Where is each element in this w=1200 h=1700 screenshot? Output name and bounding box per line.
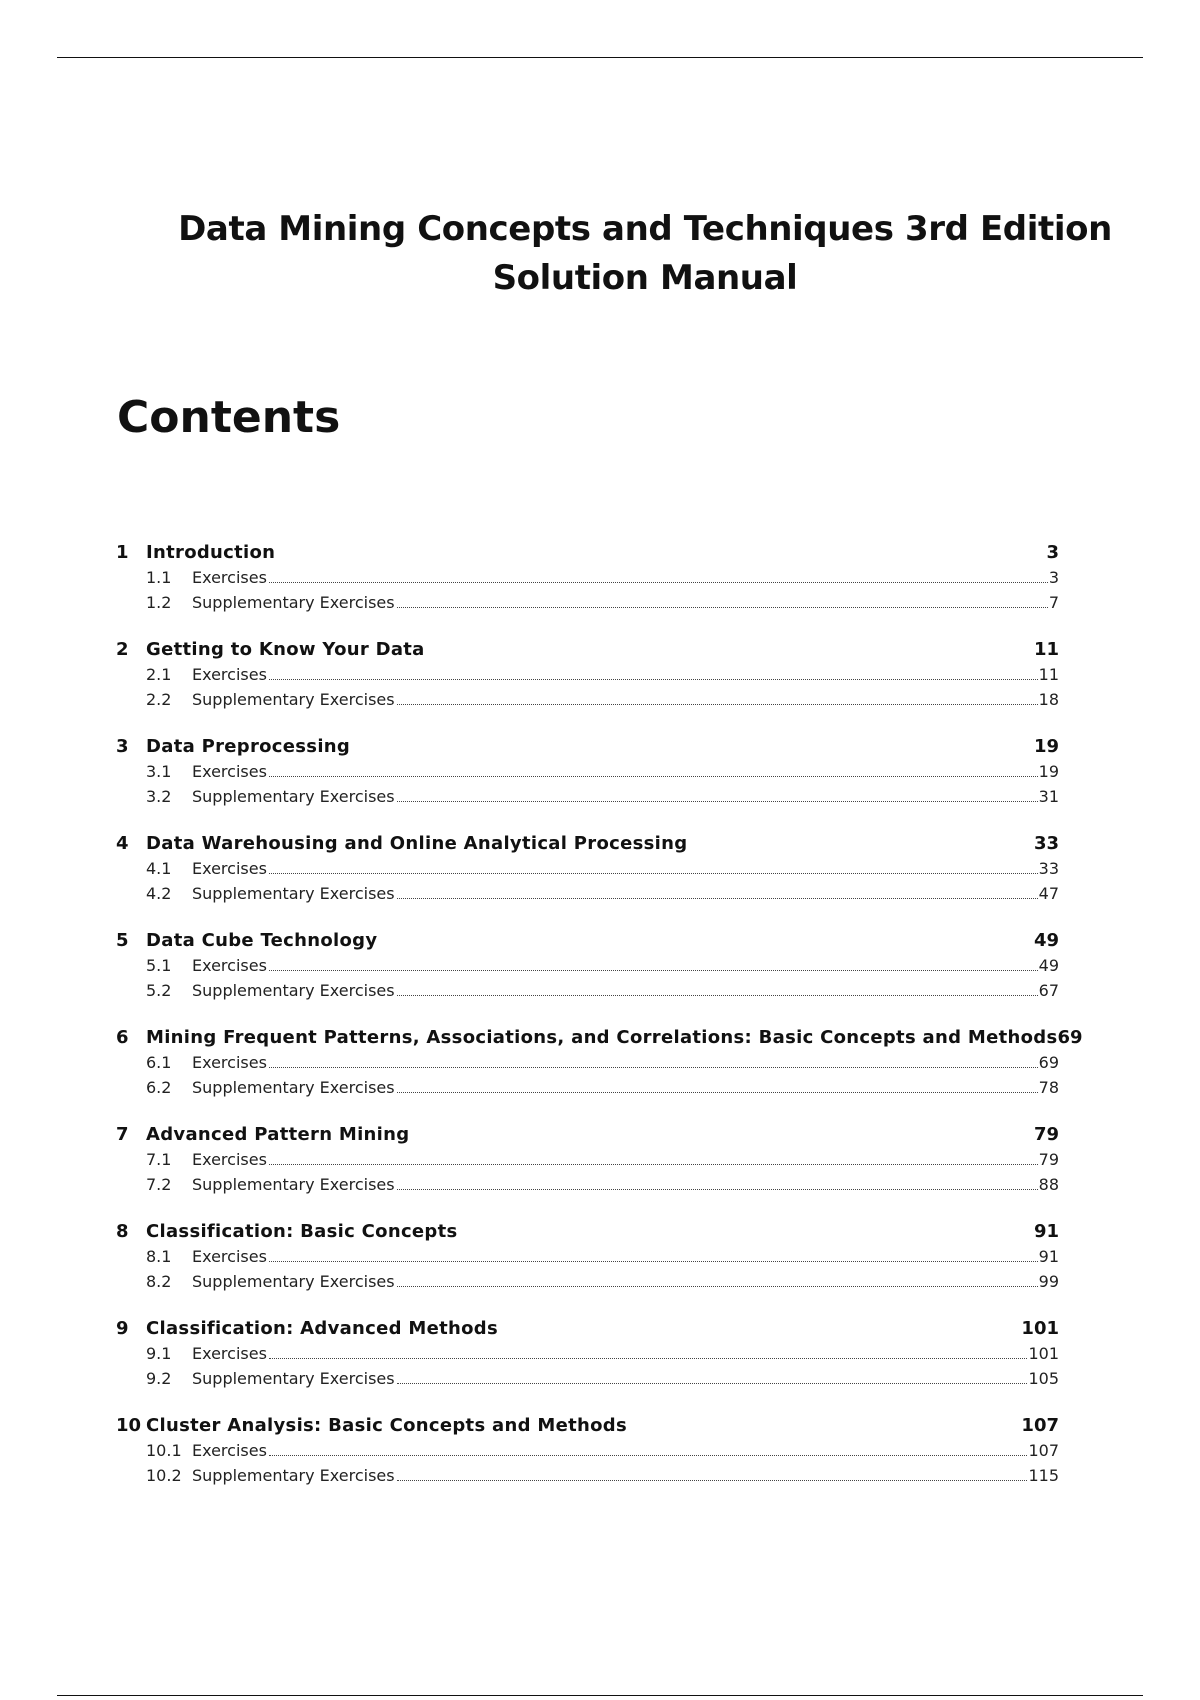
- chapter-number: 5: [116, 930, 129, 951]
- toc-section-entry[interactable]: [116, 1344, 1059, 1369]
- chapter-number: 3: [116, 736, 129, 757]
- toc-section-entry[interactable]: [116, 787, 1059, 812]
- toc-chapter-entry[interactable]: [116, 930, 1059, 956]
- toc-chapter-entry[interactable]: [116, 1027, 1083, 1053]
- table-of-contents: [116, 542, 1083, 1512]
- toc-section-entry[interactable]: [116, 762, 1059, 787]
- section-number: 4.2: [146, 884, 172, 903]
- chapter-page-number: 69: [1057, 1027, 1083, 1048]
- section-page-number: 31: [1038, 787, 1059, 806]
- dot-leader: [397, 607, 1048, 608]
- dot-leader: [269, 582, 1048, 583]
- section-number: 8.2: [146, 1272, 172, 1291]
- toc-section-entry[interactable]: [116, 1466, 1059, 1491]
- toc-chapter-entry[interactable]: [116, 1124, 1059, 1150]
- section-page-number: 105: [1028, 1369, 1059, 1388]
- section-title: Supplementary Exercises: [192, 787, 395, 806]
- title-line-1: Data Mining Concepts and Techniques 3rd Edition: [178, 209, 1112, 249]
- chapter-title: Cluster Analysis: Basic Concepts and Methods: [146, 1415, 627, 1436]
- toc-chapter: [116, 1318, 1059, 1415]
- section-title: Supplementary Exercises: [192, 1369, 395, 1388]
- chapter-page-number: 91: [1033, 1221, 1059, 1242]
- section-page-number: 33: [1038, 859, 1059, 878]
- chapter-page-number: 3: [1046, 542, 1059, 563]
- section-title: Supplementary Exercises: [192, 1466, 395, 1485]
- toc-section-entry[interactable]: [116, 884, 1059, 909]
- toc-chapter-entry[interactable]: [116, 1221, 1059, 1247]
- dot-leader: [269, 679, 1038, 680]
- toc-chapter: [116, 1027, 1083, 1124]
- chapter-title: Classification: Advanced Methods: [146, 1318, 499, 1339]
- section-title: Exercises: [192, 568, 267, 587]
- chapter-title: Data Warehousing and Online Analytical Processing: [146, 833, 688, 854]
- dot-leader: [397, 1383, 1028, 1384]
- section-page-number: 49: [1038, 956, 1059, 975]
- section-number: 1.1: [146, 568, 172, 587]
- dot-leader: [397, 801, 1038, 802]
- toc-chapter: [116, 1415, 1059, 1512]
- chapter-page-number: 79: [1033, 1124, 1059, 1145]
- chapter-title: Data Cube Technology: [146, 930, 378, 951]
- toc-chapter-entry[interactable]: [116, 639, 1059, 665]
- toc-chapter: [116, 833, 1059, 930]
- section-page-number: 91: [1038, 1247, 1059, 1266]
- section-title: Exercises: [192, 956, 267, 975]
- chapter-page-number: 11: [1033, 639, 1059, 660]
- chapter-page-number: 101: [1021, 1318, 1059, 1339]
- section-title: Supplementary Exercises: [192, 981, 395, 1000]
- section-number: 5.1: [146, 956, 172, 975]
- top-rule: [57, 57, 1143, 58]
- section-number: 9.1: [146, 1344, 172, 1363]
- chapter-number: 4: [116, 833, 129, 854]
- dot-leader: [269, 970, 1038, 971]
- section-title: Exercises: [192, 665, 267, 684]
- chapter-page-number: 33: [1033, 833, 1059, 854]
- toc-chapter: [116, 930, 1059, 1027]
- toc-section-entry[interactable]: [116, 1272, 1059, 1297]
- chapter-number: 9: [116, 1318, 129, 1339]
- toc-chapter-entry[interactable]: [116, 1415, 1059, 1441]
- toc-section-entry[interactable]: [116, 1053, 1059, 1078]
- dot-leader: [397, 704, 1038, 705]
- chapter-title: Introduction: [146, 542, 276, 563]
- dot-leader: [269, 776, 1038, 777]
- toc-section-entry[interactable]: [116, 690, 1059, 715]
- section-page-number: 107: [1028, 1441, 1059, 1460]
- section-page-number: 18: [1038, 690, 1059, 709]
- section-page-number: 79: [1038, 1150, 1059, 1169]
- toc-section-entry[interactable]: [116, 593, 1059, 618]
- chapter-number: 6: [116, 1027, 129, 1048]
- toc-section-entry[interactable]: [116, 956, 1059, 981]
- dot-leader: [397, 1480, 1028, 1481]
- section-title: Exercises: [192, 1441, 267, 1460]
- dot-leader: [269, 1261, 1038, 1262]
- section-number: 1.2: [146, 593, 172, 612]
- section-number: 2.1: [146, 665, 172, 684]
- section-number: 2.2: [146, 690, 172, 709]
- bottom-rule: [57, 1695, 1143, 1696]
- chapter-title: Data Preprocessing: [146, 736, 351, 757]
- section-page-number: 7: [1048, 593, 1059, 612]
- chapter-page-number: 107: [1021, 1415, 1059, 1436]
- toc-section-entry[interactable]: [116, 665, 1059, 690]
- dot-leader: [397, 995, 1038, 996]
- chapter-page-number: 49: [1033, 930, 1059, 951]
- title-line-2: Solution Manual: [492, 258, 798, 298]
- chapter-number: 8: [116, 1221, 129, 1242]
- toc-section-entry[interactable]: [116, 1078, 1059, 1103]
- toc-chapter: [116, 736, 1059, 833]
- chapter-page-number: 19: [1033, 736, 1059, 757]
- section-page-number: 67: [1038, 981, 1059, 1000]
- section-page-number: 78: [1038, 1078, 1059, 1097]
- section-title: Supplementary Exercises: [192, 593, 395, 612]
- dot-leader: [269, 1067, 1038, 1068]
- section-number: 6.1: [146, 1053, 172, 1072]
- toc-section-entry[interactable]: [116, 1369, 1059, 1394]
- chapter-title: Getting to Know Your Data: [146, 639, 425, 660]
- dot-leader: [397, 898, 1038, 899]
- section-page-number: 99: [1038, 1272, 1059, 1291]
- toc-chapter-entry[interactable]: [116, 736, 1059, 762]
- dot-leader: [269, 1358, 1028, 1359]
- section-title: Exercises: [192, 1150, 267, 1169]
- toc-section-entry[interactable]: [116, 1441, 1059, 1466]
- section-page-number: 47: [1038, 884, 1059, 903]
- section-page-number: 101: [1028, 1344, 1059, 1363]
- toc-chapter-entry[interactable]: [116, 1318, 1059, 1344]
- toc-section-entry[interactable]: [116, 859, 1059, 884]
- dot-leader: [397, 1189, 1038, 1190]
- chapter-number: 10: [116, 1415, 142, 1436]
- dot-leader: [397, 1092, 1038, 1093]
- chapter-title: Classification: Basic Concepts: [146, 1221, 458, 1242]
- toc-chapter: [116, 1221, 1059, 1318]
- section-page-number: 69: [1038, 1053, 1059, 1072]
- section-number: 9.2: [146, 1369, 172, 1388]
- section-title: Exercises: [192, 1247, 267, 1266]
- toc-chapter: [116, 542, 1059, 639]
- chapter-number: 1: [116, 542, 129, 563]
- chapter-number: 7: [116, 1124, 129, 1145]
- section-number: 5.2: [146, 981, 172, 1000]
- section-number: 3.1: [146, 762, 172, 781]
- section-title: Supplementary Exercises: [192, 1078, 395, 1097]
- contents-heading: Contents: [117, 392, 341, 443]
- chapter-title: Mining Frequent Patterns, Associations, and Correlations: Basic Concepts and Methods: [146, 1027, 1058, 1048]
- section-number: 7.1: [146, 1150, 172, 1169]
- section-title: Supplementary Exercises: [192, 884, 395, 903]
- section-page-number: 3: [1048, 568, 1059, 587]
- section-number: 10.2: [146, 1466, 182, 1485]
- toc-section-entry[interactable]: [116, 1247, 1059, 1272]
- section-title: Exercises: [192, 1344, 267, 1363]
- dot-leader: [269, 873, 1038, 874]
- section-title: Supplementary Exercises: [192, 1272, 395, 1291]
- chapter-number: 2: [116, 639, 129, 660]
- section-title: Supplementary Exercises: [192, 1175, 395, 1194]
- section-page-number: 19: [1038, 762, 1059, 781]
- section-page-number: 88: [1038, 1175, 1059, 1194]
- chapter-title: Advanced Pattern Mining: [146, 1124, 410, 1145]
- section-title: Exercises: [192, 762, 267, 781]
- document-title: [150, 205, 1140, 303]
- section-number: 10.1: [146, 1441, 182, 1460]
- dot-leader: [397, 1286, 1038, 1287]
- section-page-number: 11: [1038, 665, 1059, 684]
- toc-chapter: [116, 639, 1059, 736]
- toc-chapter-entry[interactable]: [116, 542, 1059, 568]
- toc-chapter: [116, 1124, 1059, 1221]
- section-number: 3.2: [146, 787, 172, 806]
- toc-chapter-entry[interactable]: [116, 833, 1059, 859]
- toc-section-entry[interactable]: [116, 1150, 1059, 1175]
- section-number: 8.1: [146, 1247, 172, 1266]
- section-title: Supplementary Exercises: [192, 690, 395, 709]
- section-number: 4.1: [146, 859, 172, 878]
- section-title: Exercises: [192, 859, 267, 878]
- section-page-number: 115: [1028, 1466, 1059, 1485]
- toc-section-entry[interactable]: [116, 1175, 1059, 1200]
- section-number: 7.2: [146, 1175, 172, 1194]
- toc-section-entry[interactable]: [116, 568, 1059, 593]
- toc-section-entry[interactable]: [116, 981, 1059, 1006]
- dot-leader: [269, 1164, 1038, 1165]
- section-title: Exercises: [192, 1053, 267, 1072]
- dot-leader: [269, 1455, 1028, 1456]
- section-number: 6.2: [146, 1078, 172, 1097]
